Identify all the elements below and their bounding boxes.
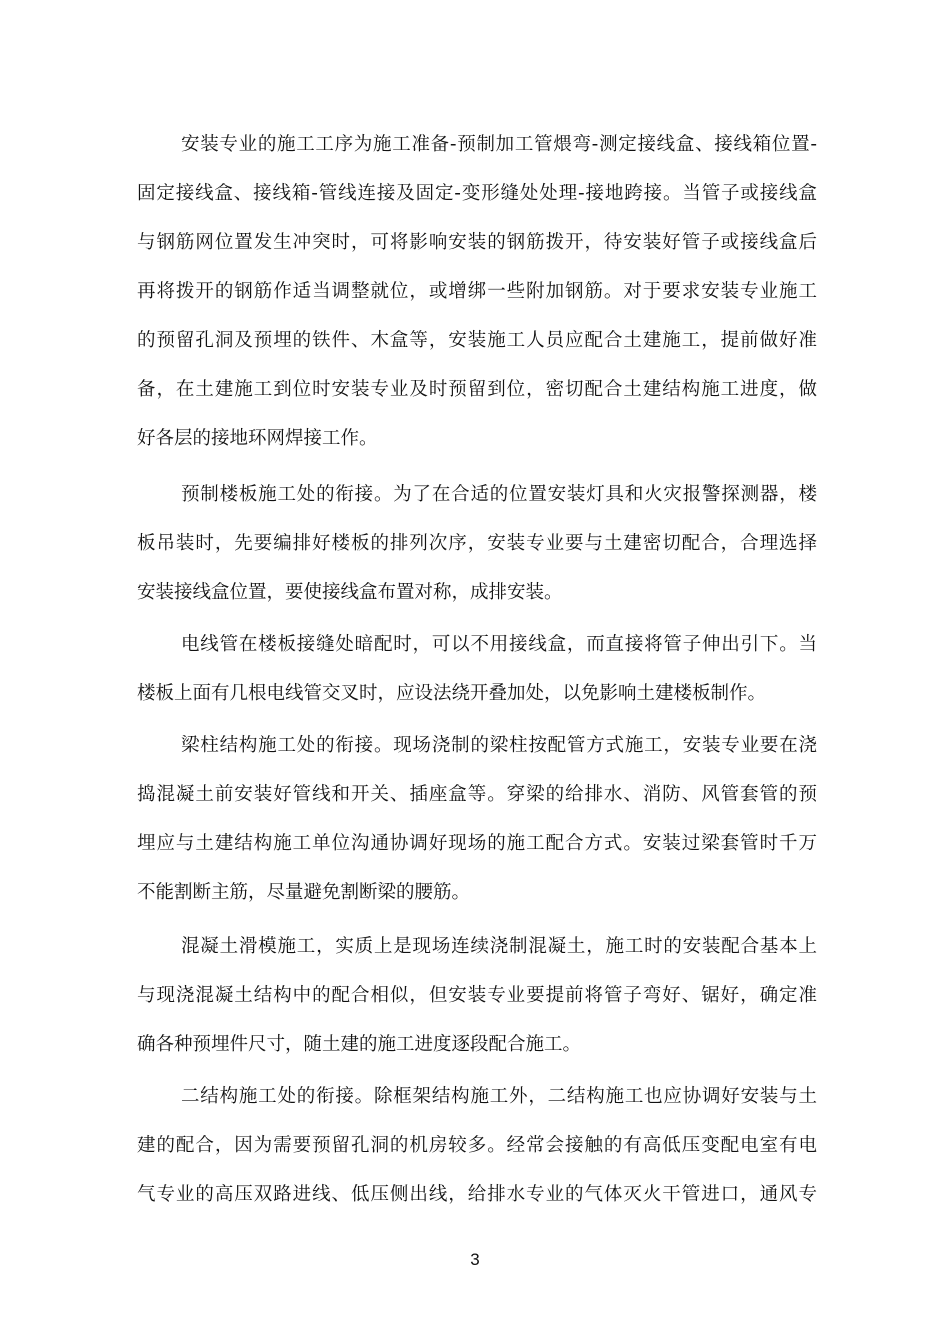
paragraph-4-line-1: 梁柱结构施工处的衔接。现场浇制的梁柱按配管方式施工，安装专业要在浇 — [181, 735, 817, 756]
paragraph-6-line-2: 建的配合，因为需要预留孔洞的机房较多。经常会接触的有高低压变配电室有电 — [137, 1135, 817, 1156]
paragraph-3-line-1: 电线管在楼板接缝处暗配时，可以不用接线盒，而直接将管子伸出引下。当 — [181, 634, 817, 655]
paragraph-5-line-3: 确各种预埋件尺寸，随土建的施工进度逐段配合施工。 — [137, 1034, 582, 1055]
paragraph-1-line-2: 固定接线盒、接线箱-管线连接及固定-变形缝处处理-接地跨接。当管子或接线盒 — [137, 183, 817, 204]
paragraph-1-line-4: 再将拨开的钢筋作适当调整就位，或增绑一些附加钢筋。对于要求安装专业施工 — [137, 281, 817, 302]
paragraph-4-line-4: 不能割断主筋，尽量避免割断梁的腰筋。 — [137, 882, 471, 903]
paragraph-6-line-3: 气专业的高压双路进线、低压侧出线，给排水专业的气体灭火干管进口，通风专 — [137, 1184, 817, 1205]
paragraph-1-line-7: 好各层的接地环网焊接工作。 — [137, 428, 378, 449]
paragraph-1-line-5: 的预留孔洞及预埋的铁件、木盒等，安装施工人员应配合土建施工，提前做好准 — [137, 330, 817, 351]
paragraph-1-line-3: 与钢筋网位置发生冲突时，可将影响安装的钢筋拨开，待安装好管子或接线盒后 — [137, 232, 817, 253]
paragraph-2-line-2: 板吊装时，先要编排好楼板的排列次序，安装专业要与土建密切配合，合理选择 — [137, 533, 817, 554]
paragraph-4-line-2: 捣混凝土前安装好管线和开关、插座盒等。穿梁的给排水、消防、风管套管的预 — [137, 784, 817, 805]
paragraph-1-line-1: 安装专业的施工工序为施工准备-预制加工管煨弯-测定接线盒、接线箱位置- — [181, 134, 817, 155]
paragraph-3-line-2: 楼板上面有几根电线管交叉时，应设法绕开叠加处，以免影响土建楼板制作。 — [137, 683, 767, 704]
paragraph-2-line-3: 安装接线盒位置，要使接线盒布置对称，成排安装。 — [137, 582, 563, 603]
paragraph-5-line-1: 混凝土滑模施工，实质上是现场连续浇制混凝土，施工时的安装配合基本上 — [181, 936, 817, 957]
page-number: 3 — [470, 1250, 480, 1269]
paragraph-5-line-2: 与现浇混凝土结构中的配合相似，但安装专业要提前将管子弯好、锯好，确定准 — [137, 985, 817, 1006]
paragraph-4-line-3: 埋应与土建结构施工单位沟通协调好现场的施工配合方式。安装过梁套管时千万 — [137, 833, 817, 854]
paragraph-2-line-1: 预制楼板施工处的衔接。为了在合适的位置安装灯具和火灾报警探测器，楼 — [181, 484, 817, 505]
paragraph-1-line-6: 备，在土建施工到位时安装专业及时预留到位，密切配合土建结构施工进度，做 — [137, 379, 817, 400]
paragraph-6-line-1: 二结构施工处的衔接。除框架结构施工外，二结构施工也应协调好安装与土 — [181, 1086, 817, 1107]
